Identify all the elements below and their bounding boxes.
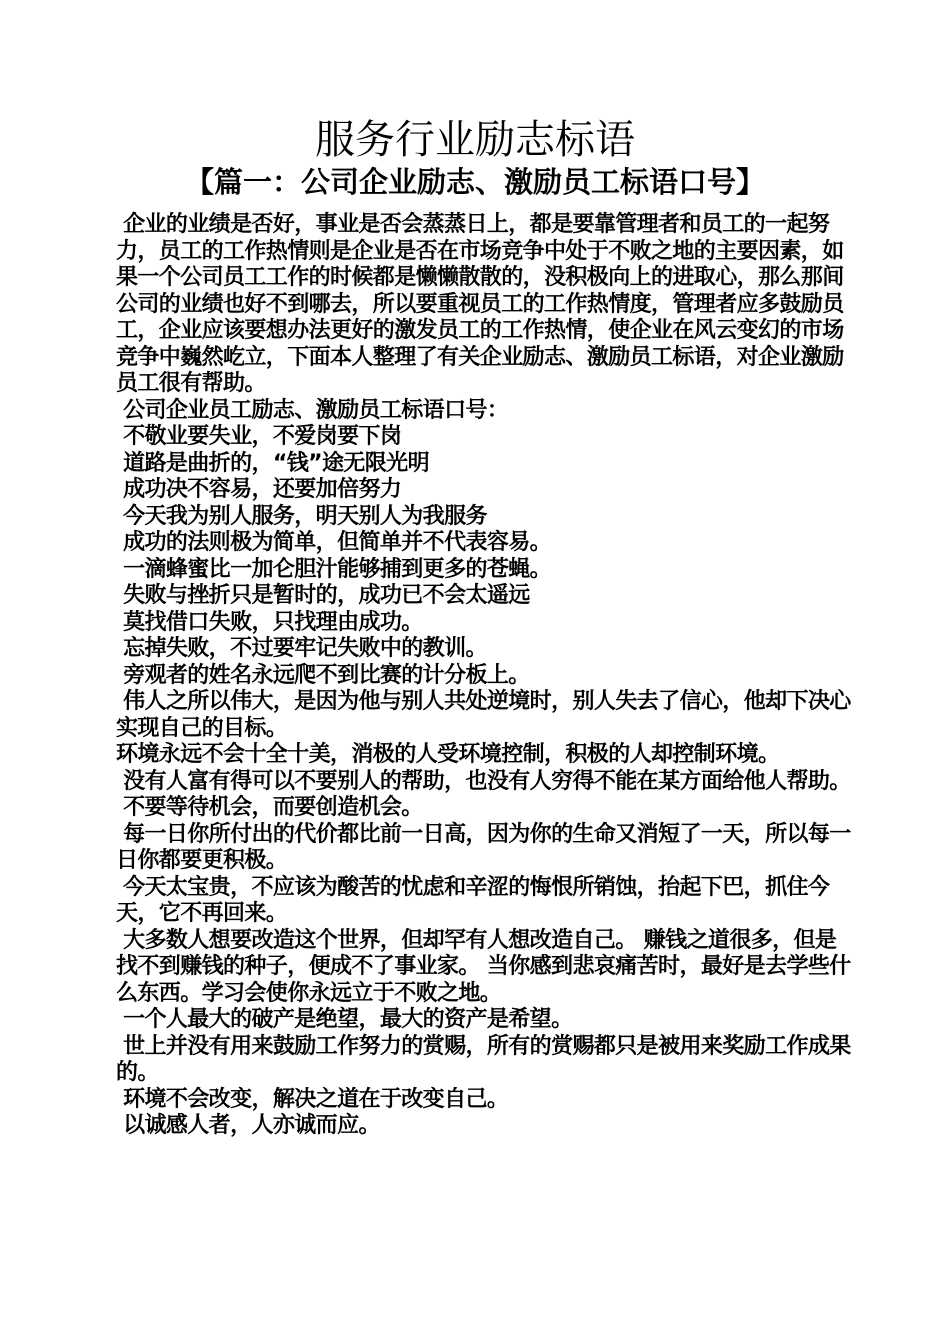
slogan-item: 伟人之所以伟大，是因为他与别人共处逆境时，别人失去了信心，他却下决心实现自己的目标。 [116, 689, 851, 741]
document-subtitle: 【篇一：公司企业励志、激励员工标语口号】 [184, 165, 765, 199]
document-title: 服务行业励志标语 [315, 117, 635, 163]
slogan-item: 忘掉失败，不过要牢记失败中的教训。 [116, 636, 487, 661]
slogan-item: 不要等待机会，而要创造机会。 [116, 795, 423, 820]
slogan-item: 一个人最大的破产是绝望，最大的资产是希望。 [116, 1007, 573, 1032]
slogan-item: 不敬业要失业，不爱岗要下岗 [116, 424, 402, 449]
slogan-item: 环境永远不会十全十美，消极的人受环境控制，积极的人却控制环境。 [116, 742, 780, 767]
slogan-item: 道路是曲折的，“钱”途无限光明 [116, 450, 429, 476]
slogan-item: 成功的法则极为简单，但简单并不代表容易。 [116, 530, 552, 555]
slogan-item: 没有人富有得可以不要别人的帮助，也没有人穷得不能在某方面给他人帮助。 [116, 768, 851, 794]
slogan-item: 莫找借口失败，只找理由成功。 [116, 609, 423, 635]
slogan-item: 每一日你所付出的代价都比前一日高，因为你的生命又消短了一天，所以每一日你都要更积极。 [116, 821, 851, 873]
slogan-item: 以诚感人者，人亦诚而应。 [116, 1113, 380, 1138]
slogan-item: 环境不会改变，解决之道在于改变自己。 [116, 1086, 509, 1112]
slogan-item: 今天我为别人服务，明天别人为我服务 [116, 503, 487, 529]
body-paragraph: 企业的业绩是否好，事业是否会蒸蒸日上，都是要靠管理者和员工的一起努力，员工的工作热情则是企业是否在市场竞争中处于不败之地的主要因素，如果一个公司员工工作的时候都是懒懒散散的，没积极向上的进取心，那么那间公司的业绩也好不到哪去，所以要重视员工的工作热情度，管理者应多鼓励员工，企业应该要想办法更好的激发员工的工作热情，使企业在风云变幻的市场竞争中巍然屹立，下面本人整理了有关企业励志、激励员工标语，对企业激励员工很有帮助。 [116, 212, 844, 396]
slogan-item: 一滴蜂蜜比一加仑胆汁能够捕到更多的苍蝇。 [116, 556, 552, 582]
slogan-item: 失败与挫折只是暂时的，成功已不会太遥远 [116, 583, 530, 608]
body-paragraph: 公司企业员工励志、激励员工标语口号： [116, 397, 509, 423]
slogan-item: 旁观者的姓名永远爬不到比赛的计分板上。 [116, 662, 530, 688]
slogan-item: 成功决不容易，还要加倍努力 [116, 477, 402, 502]
slogan-item: 今天太宝贵，不应该为酸苦的忧虑和辛涩的悔恨所销蚀，抬起下巴，抓住今天，它不再回来。 [116, 874, 830, 926]
slogan-item: 大多数人想要改造这个世界，但却罕有人想改造自己。 赚钱之道很多，但是找不到赚钱的种子，便成不了事业家。 当你感到悲哀痛苦时，最好是去学些什么东西。学习会使你永远立于不败之地。 [116, 927, 851, 1006]
document-body [116, 212, 856, 1140]
slogan-item: 世上并没有用来鼓励工作努力的赏赐，所有的赏赐都只是被用来奖励工作成果的。 [116, 1033, 851, 1085]
